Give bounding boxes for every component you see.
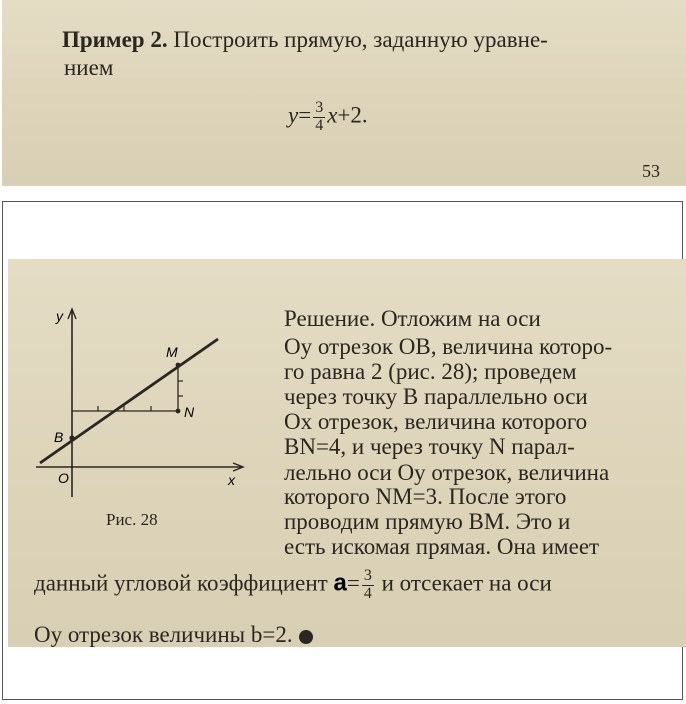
y-axis-label: y bbox=[56, 308, 63, 324]
page-number: 53 bbox=[642, 161, 660, 181]
figure-caption: Рис. 28 bbox=[106, 510, 158, 529]
example-equation: y= $\frac{3}{4}$ x+2. bbox=[288, 99, 368, 134]
point-b-marker bbox=[69, 435, 74, 440]
example-text-line1: Построить прямую, заданную уравне- bbox=[173, 27, 548, 52]
example-label: Пример 2. bbox=[62, 27, 168, 52]
slope-fraction: $\frac{3}{4}$ bbox=[363, 567, 372, 602]
origin-label: O bbox=[58, 470, 69, 486]
equation-fraction: $\frac{3}{4}$ bbox=[315, 99, 324, 134]
solution-scan bbox=[8, 259, 686, 647]
solution-line-2: Oy отрезок OB, величина которо- bbox=[284, 334, 613, 359]
x-axis-label: x bbox=[228, 472, 235, 488]
solution-line-7: лельно оси Oy отрезок, величина bbox=[284, 460, 610, 485]
solution-line-6: BN=4, и через точку N парал- bbox=[284, 434, 575, 459]
solution-line-1: Решение. Отложим на оси bbox=[284, 306, 541, 331]
figure-28 bbox=[28, 289, 278, 529]
point-b-label: B bbox=[54, 429, 64, 445]
line-bm bbox=[40, 339, 218, 463]
solution-line-4: через точку B параллельно оси bbox=[284, 384, 588, 409]
point-m-marker bbox=[176, 363, 181, 368]
solution-line-10: есть искомая прямая. Она имеет bbox=[284, 534, 600, 559]
point-n-label: N bbox=[184, 404, 195, 420]
solution-line-5: Ox отрезок, величина которого bbox=[284, 409, 588, 434]
solution-line-8: которого NM=3. После этого bbox=[284, 484, 567, 509]
solution-line-9: проводим прямую BM. Это и bbox=[284, 509, 571, 534]
example-text-line2: нием bbox=[64, 55, 114, 80]
solution-line-11: данный угловой коэффициент a= $\frac{3}{4}$ и отсекает на оси bbox=[34, 567, 552, 602]
point-n-marker bbox=[176, 409, 181, 414]
solution-line-3: го равна 2 (рис. 28); проведем bbox=[284, 359, 577, 384]
example-heading bbox=[62, 28, 548, 51]
solution-line-12: Oy отрезок величины b=2. bbox=[34, 623, 313, 646]
end-of-solution-mark bbox=[299, 630, 313, 644]
point-m-label: M bbox=[166, 344, 178, 360]
example-scan bbox=[2, 0, 686, 186]
